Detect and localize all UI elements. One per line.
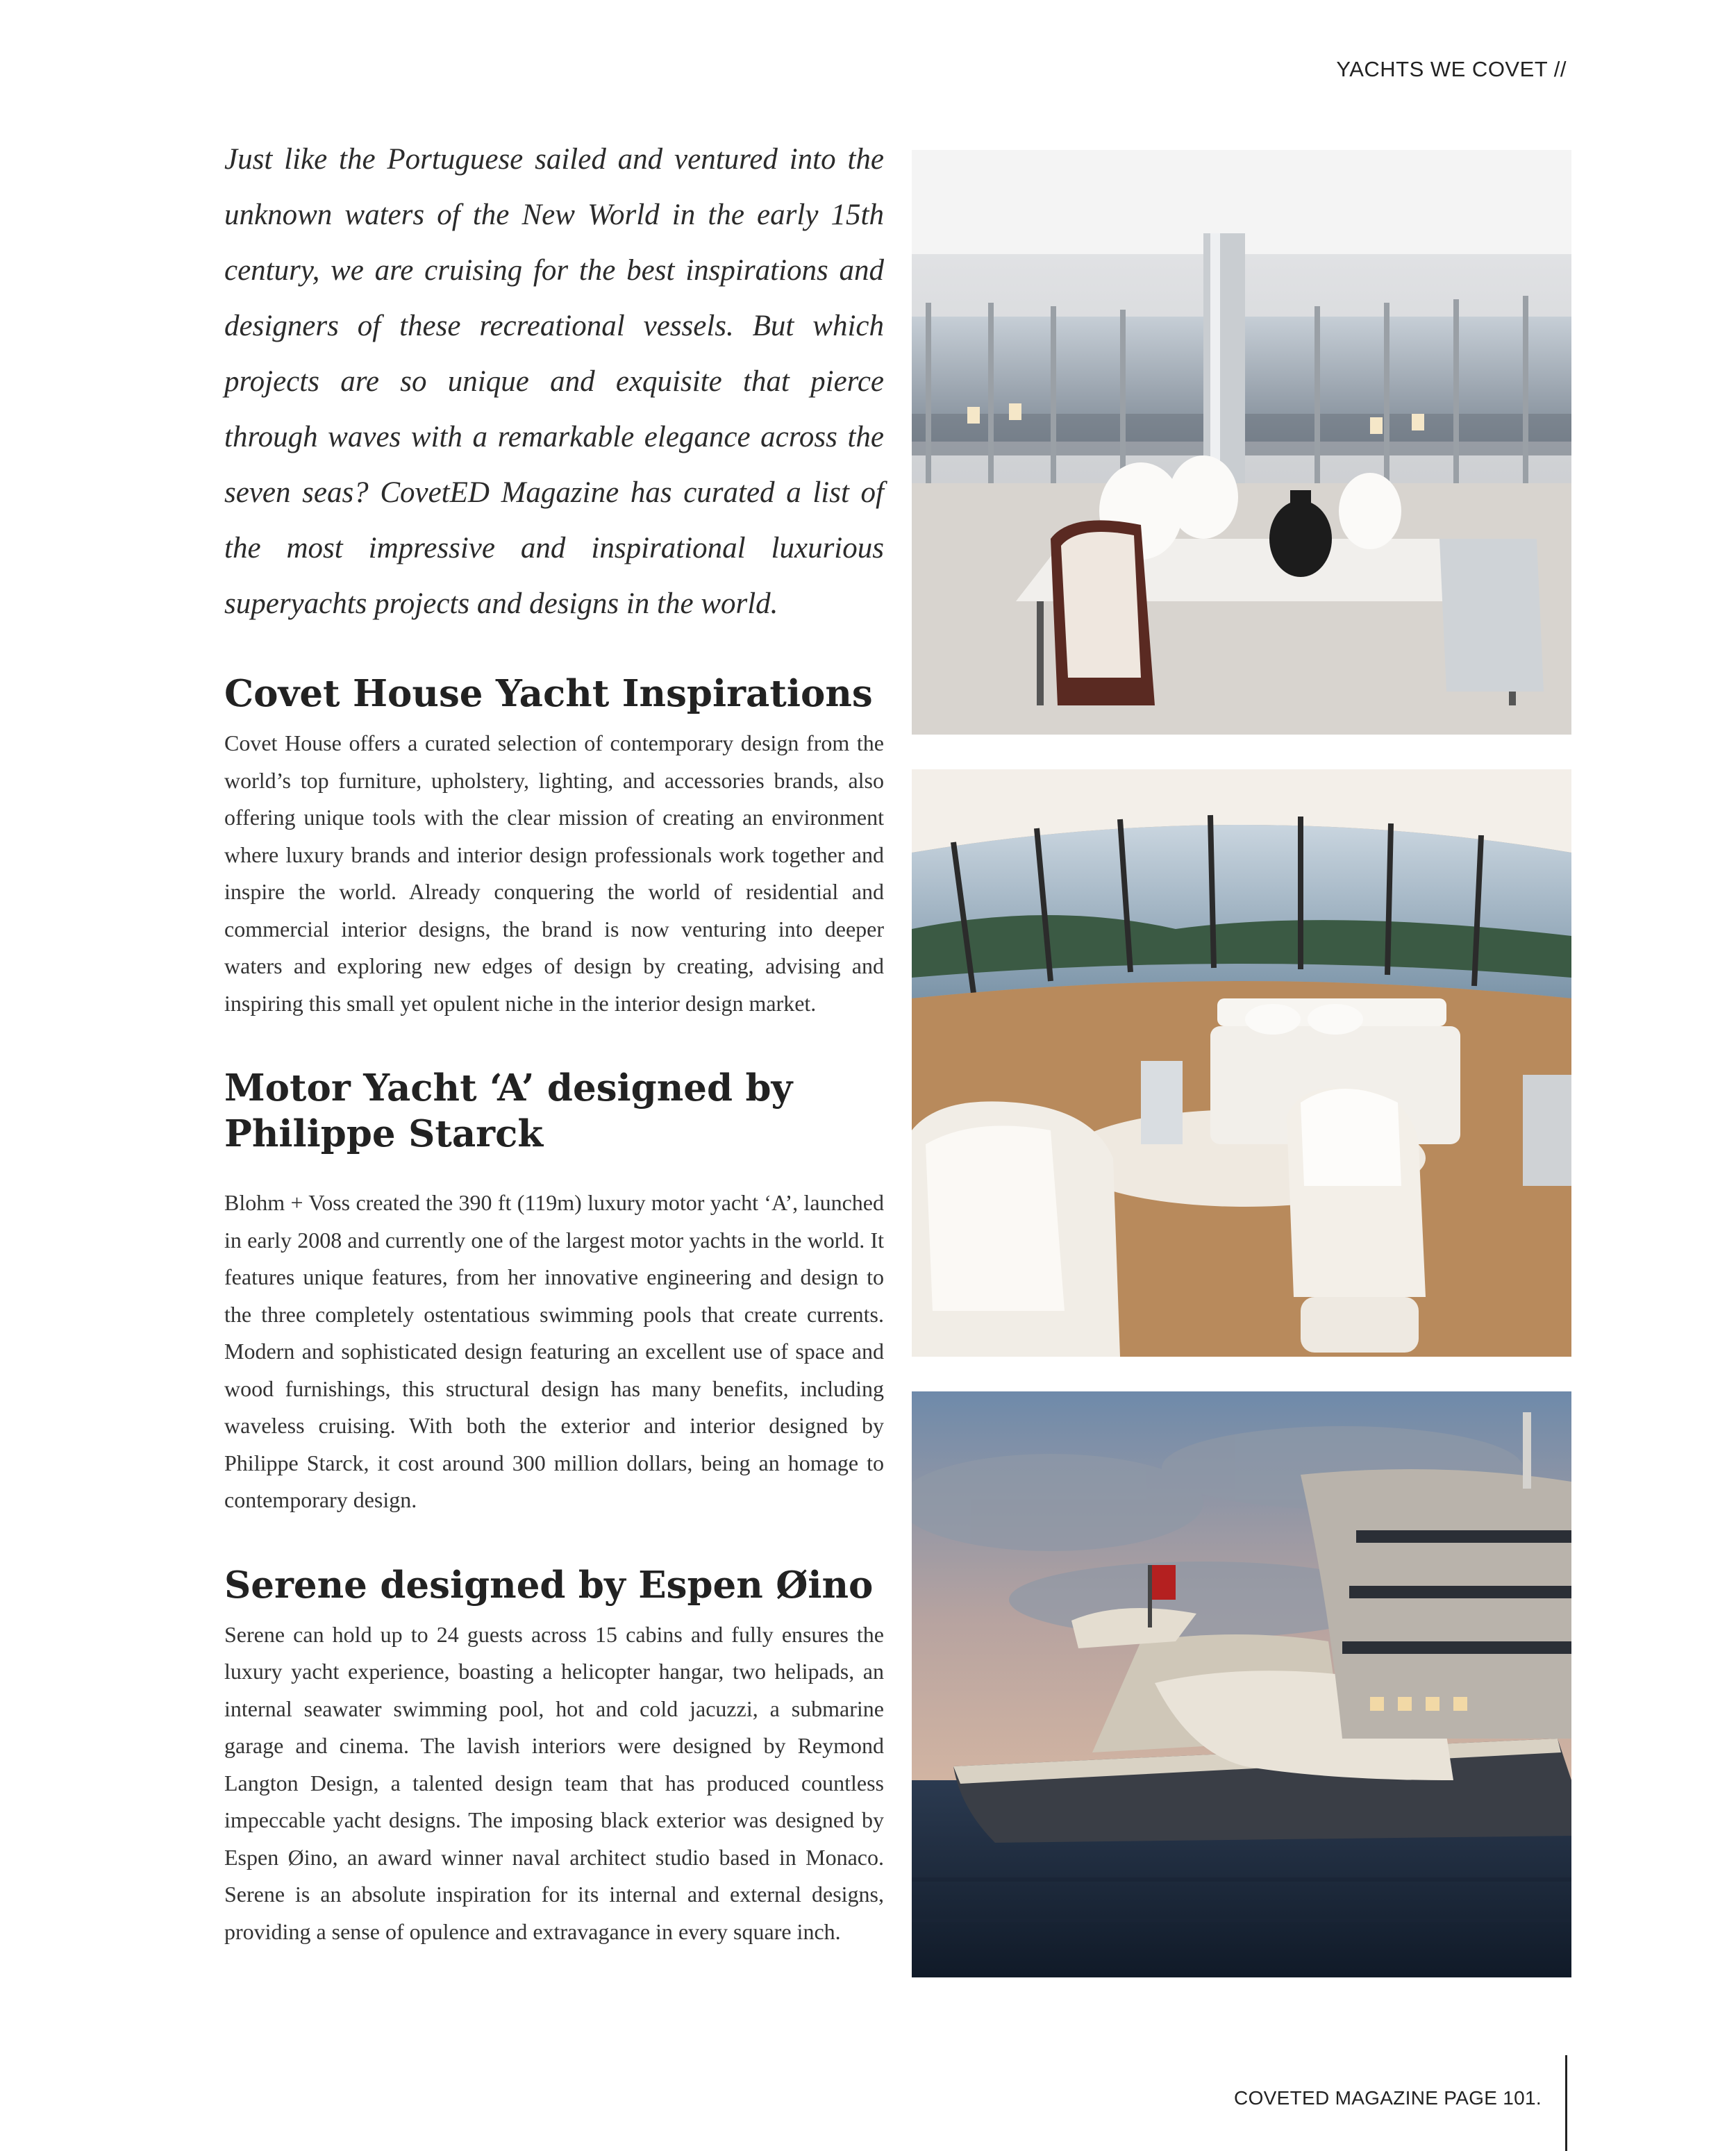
heading-motor-yacht-a: Motor Yacht ‘A’ designed by Philippe Starck — [224, 1066, 793, 1155]
bedroom-photo — [912, 769, 1571, 1357]
heading-serene: Serene designed by Espen Øino — [224, 1563, 874, 1607]
footer-rule — [1565, 2055, 1567, 2151]
serene-yacht-photo — [912, 1391, 1571, 1977]
heading-covet-house: Covet House Yacht Inspirations — [224, 672, 873, 715]
body-covet-house: Covet House offers a curated selection of contemporary design from the world’s top furniture, upholstery, lighting, and accessories brands, also offering unique tools with the clear mission of creating an environment where luxury brands and interior design professionals work together and inspire the world. Already conquering the world of residential and commercial interior designs, the brand is now venturing into deeper waters and exploring new edges of design by creating, advising and inspiring this small yet opulent niche in the interior design market. — [224, 730, 884, 1016]
dining-room-photo — [912, 150, 1571, 735]
body-motor-yacht-a: Blohm + Voss created the 390 ft (119m) luxury motor yacht ‘A’, launched in early 2008 and currently one of the largest motor yachts in the world. It features unique features, from her innovative engineering and design to the three completely ostentatious swimming pools that create currents. Modern and sophisticated design featuring an excellent use of space and wood furnishings, this structural design has many benefits, including waveless cruising. With both the exterior and interior designed by Philippe Starck, it cost around 300 million dollars, being an homage to contemporary design. — [224, 1190, 884, 1512]
page-number: COVETED MAGAZINE PAGE 101. — [1234, 2087, 1542, 2109]
intro-paragraph: Just like the Portuguese sailed and ventured into the unknown waters of the New World in the early 15th century, we are cruising for the best inspirations and designers of these recreational vessels. But which projects are so unique and exquisite that pierce through waves with a remarkable elegance across the seven seas? CovetED Magazine has curated a list of the most impressive and inspirational luxurious superyachts projects and designs in the world. — [224, 143, 884, 620]
section-tag: YACHTS WE COVET // — [1336, 57, 1567, 81]
body-serene: Serene can hold up to 24 guests across 15 cabins and fully ensures the luxury yacht experience, boasting a helicopter hangar, two helipads, an internal seawater swimming pool, hot and cold jacuzzi, a submarine garage and cinema. The lavish interiors were designed by Reymond Langton Design, a talented design team that has produced countless impeccable yacht designs. The imposing black exterior was designed by Espen Øino, an award winner naval architect studio based in Monaco. Serene is an absolute inspiration for its internal and external designs, providing a sense of opulence and extravagance in every square inch. — [224, 1621, 884, 1944]
article-column — [224, 132, 884, 1950]
